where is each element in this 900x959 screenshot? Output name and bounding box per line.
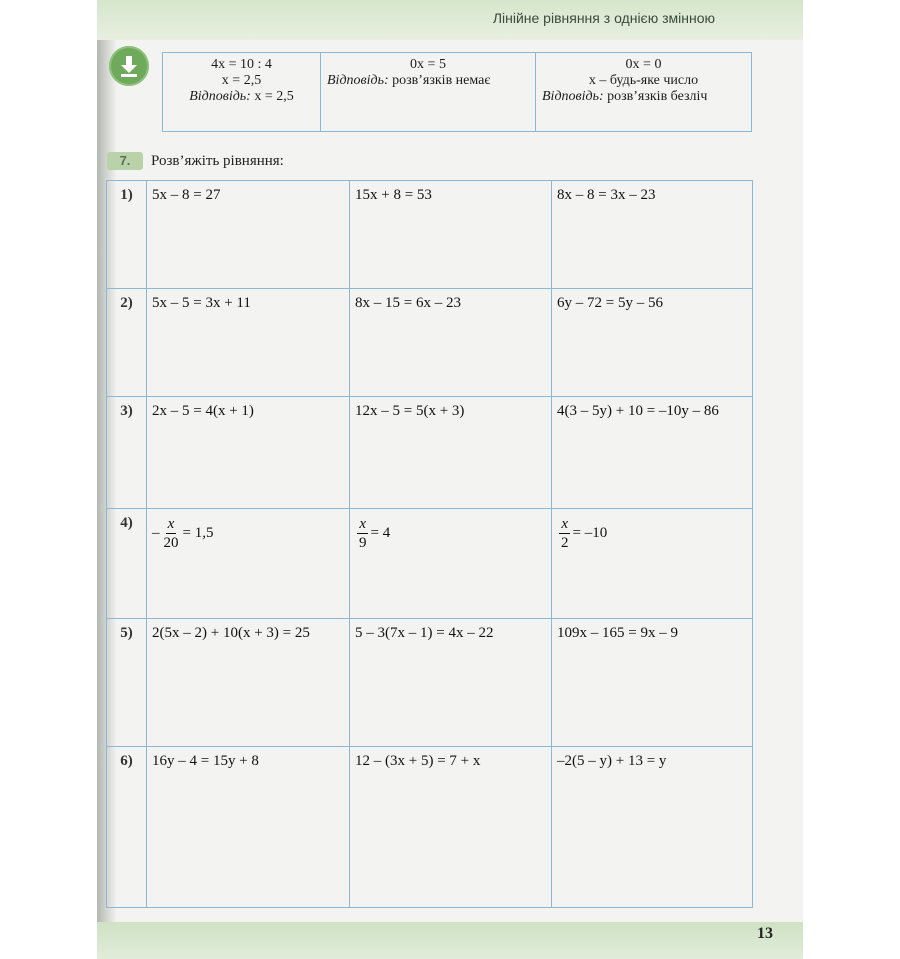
- equation-cell[interactable]: 2(5x – 2) + 10(x + 3) = 25: [147, 619, 350, 747]
- answer-label: Відповідь:: [542, 89, 604, 104]
- footer-band: [97, 922, 803, 959]
- fraction-equation: [152, 515, 213, 552]
- example-line: x – будь-яке число: [588, 73, 699, 88]
- task-instruction: Розв’яжіть рівняння:: [151, 153, 284, 169]
- example-answer: [327, 73, 529, 89]
- row-number: 5): [107, 619, 147, 747]
- equation-cell[interactable]: 12x – 5 = 5(x + 3): [350, 397, 552, 509]
- fraction-sign: –: [152, 525, 160, 541]
- equation-cell[interactable]: 5x – 5 = 3x + 11: [147, 289, 350, 397]
- table-row: [107, 397, 753, 509]
- fraction-denominator: 9: [359, 535, 367, 551]
- fraction-numerator: x: [359, 516, 367, 532]
- fraction-rhs: = 1,5: [182, 525, 214, 541]
- equation-cell[interactable]: 6y – 72 = 5y – 56: [552, 289, 753, 397]
- equation-cell[interactable]: 2x – 5 = 4(x + 1): [147, 397, 350, 509]
- fraction-rhs: = –10: [572, 525, 608, 541]
- example-line: 0x = 0: [625, 57, 662, 72]
- table-row: [107, 181, 753, 289]
- equations-table: [106, 180, 753, 908]
- fraction: [162, 515, 181, 552]
- table-row: [107, 747, 753, 908]
- equation-cell[interactable]: 8x – 8 = 3x – 23: [552, 181, 753, 289]
- fraction-denominator: 20: [163, 535, 179, 551]
- row-number: 6): [107, 747, 147, 908]
- equation-cell[interactable]: 5 – 3(7x – 1) = 4x – 22: [350, 619, 552, 747]
- answer-text: розв’язків немає: [388, 73, 491, 88]
- equation-cell[interactable]: [552, 509, 753, 619]
- row-number: 2): [107, 289, 147, 397]
- row-number: 4): [107, 509, 147, 619]
- task-number: 7.: [107, 152, 143, 170]
- fraction-denominator: 2: [561, 535, 569, 551]
- answer-label: Відповідь:: [327, 73, 389, 88]
- workbook-page: [97, 0, 803, 959]
- row-number: 1): [107, 181, 147, 289]
- equation-cell[interactable]: [350, 509, 552, 619]
- equation-cell[interactable]: 4(3 – 5y) + 10 = –10y – 86: [552, 397, 753, 509]
- equation-cell[interactable]: 12 – (3x + 5) = 7 + x: [350, 747, 552, 908]
- table-row: [107, 509, 753, 619]
- fraction-equation: [557, 515, 607, 552]
- example-line: x = 2,5: [221, 73, 262, 88]
- example-line: 4x = 10 : 4: [211, 57, 272, 72]
- page-number: 13: [757, 925, 773, 942]
- answer-label: Відповідь:: [189, 89, 251, 104]
- answer-text: x = 2,5: [250, 89, 294, 104]
- fraction-numerator: x: [167, 516, 175, 532]
- equation-cell[interactable]: 8x – 15 = 6x – 23: [350, 289, 552, 397]
- equation-cell[interactable]: 15x + 8 = 53: [350, 181, 552, 289]
- fraction-rhs: = 4: [370, 525, 391, 541]
- example-line: 0x = 5: [410, 57, 446, 72]
- page-header-title: Лінійне рівняння з однією змінною: [492, 10, 715, 26]
- download-arrow-icon: [109, 46, 149, 86]
- example-cell-1: [163, 53, 321, 132]
- answer-text: розв’язків безліч: [603, 89, 708, 104]
- example-answer: [542, 89, 745, 105]
- example-cell-3: [536, 53, 752, 132]
- equation-cell[interactable]: –2(5 – y) + 13 = y: [552, 747, 753, 908]
- example-answer: [169, 89, 314, 105]
- example-cell-2: [321, 53, 536, 132]
- table-row: [107, 619, 753, 747]
- equation-cell[interactable]: 109x – 165 = 9x – 9: [552, 619, 753, 747]
- fraction-numerator: x: [561, 516, 569, 532]
- equation-cell[interactable]: 5x – 8 = 27: [147, 181, 350, 289]
- fraction-equation: [355, 515, 390, 552]
- equation-cell[interactable]: [147, 509, 350, 619]
- fraction: [357, 515, 369, 552]
- examples-table: [162, 52, 752, 132]
- equation-cell[interactable]: 16y – 4 = 15y + 8: [147, 747, 350, 908]
- fraction: [559, 515, 571, 552]
- table-row: [107, 289, 753, 397]
- header-band: [97, 0, 803, 40]
- row-number: 3): [107, 397, 147, 509]
